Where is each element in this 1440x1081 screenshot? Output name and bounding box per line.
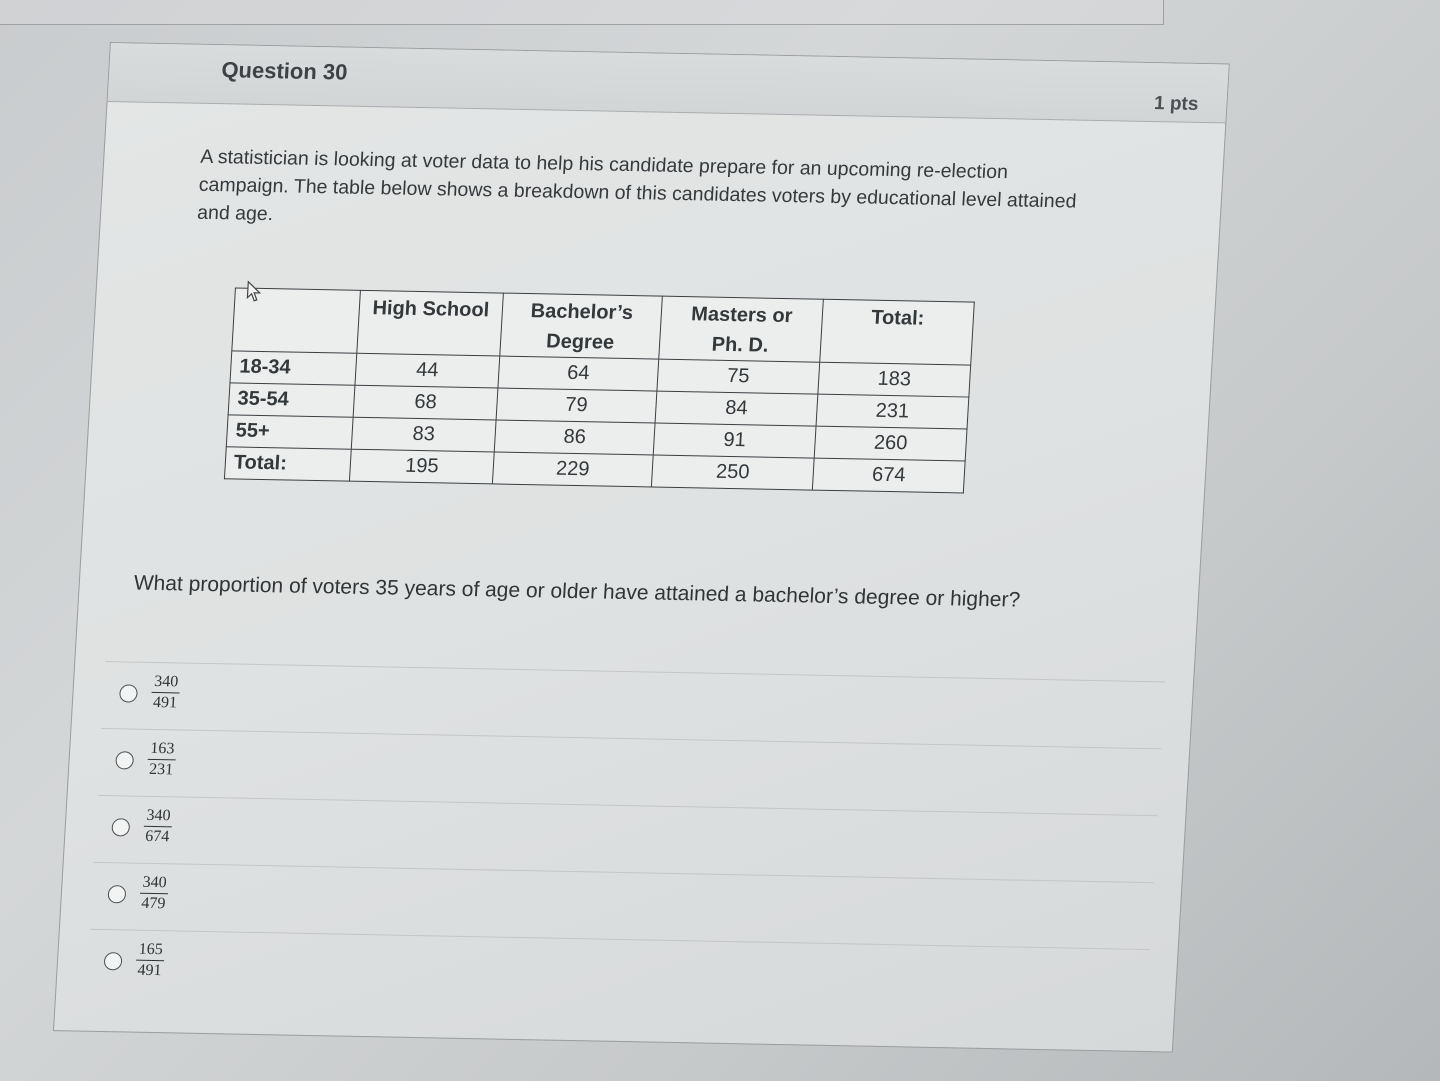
- row-header-cell: 35-54: [228, 383, 355, 417]
- row-header-cell: Total:: [224, 447, 351, 481]
- question-title: Question 30: [220, 57, 349, 85]
- table-cell: 183: [818, 362, 971, 397]
- header-line: Total:: [870, 306, 925, 330]
- table-cell: 68: [353, 385, 498, 420]
- table-body: [224, 351, 970, 493]
- radio-unselected-icon[interactable]: [111, 818, 130, 836]
- fraction-label: [139, 874, 169, 914]
- table-cell: 83: [351, 417, 496, 452]
- question-points: 1 pts: [1153, 93, 1200, 115]
- radio-unselected-icon[interactable]: [115, 751, 134, 769]
- radio-unselected-icon[interactable]: [104, 952, 123, 970]
- fraction-numerator: 340: [144, 807, 173, 828]
- header-line: High School: [371, 297, 490, 322]
- fraction-label: [147, 740, 177, 780]
- table-cell: 260: [814, 426, 967, 461]
- question-body: A statistician is looking at voter data to help his candidate prepare for an upcoming re-election campaign. The table below shows a breakdown of this candidates voters by educational level attained and age.: [196, 145, 1078, 226]
- question-header: [108, 43, 1229, 123]
- fraction-numerator: 340: [152, 673, 181, 694]
- table-cell: 91: [653, 423, 816, 458]
- fraction-denominator: 479: [140, 894, 166, 913]
- table-cell: 75: [657, 359, 820, 394]
- fraction-numerator: 340: [140, 874, 169, 895]
- fraction-denominator: 491: [137, 961, 163, 980]
- fraction-label: [150, 673, 180, 713]
- radio-unselected-icon[interactable]: [107, 885, 126, 903]
- table-cell: 84: [655, 391, 818, 426]
- answer-options: [86, 661, 1165, 1016]
- table-cell: 229: [492, 452, 653, 487]
- fraction-numerator: 163: [148, 740, 177, 761]
- table-cell: 250: [651, 455, 814, 490]
- question-card: [53, 42, 1230, 1053]
- table-cell: 86: [494, 420, 655, 455]
- table-cell: 231: [816, 394, 969, 429]
- mouse-pointer-icon: [245, 281, 262, 303]
- table-cell: 674: [812, 458, 965, 493]
- fraction-numerator: 165: [136, 941, 165, 962]
- row-header-cell: 18-34: [230, 351, 357, 385]
- fraction-label: [143, 807, 173, 847]
- row-header-cell: 55+: [226, 415, 353, 449]
- top-panel-edge: [0, 0, 1164, 25]
- header-line: Degree: [545, 330, 615, 354]
- header-line: Ph. D.: [711, 333, 770, 357]
- fraction-label: [135, 941, 165, 981]
- fraction-denominator: 231: [148, 760, 174, 779]
- voter-data-table: [224, 287, 975, 493]
- table-column-header: [500, 293, 663, 359]
- fraction-denominator: 491: [152, 693, 178, 712]
- table-column-header: [357, 290, 504, 356]
- header-line: Masters or: [690, 303, 794, 328]
- table-column-header: [820, 299, 975, 365]
- table-cell: 64: [498, 356, 659, 391]
- table-column-header: [659, 296, 824, 362]
- radio-unselected-icon[interactable]: [119, 684, 138, 702]
- table-cell: 79: [496, 388, 657, 423]
- table-cell: 195: [349, 449, 494, 484]
- header-line: Bachelor’s: [530, 300, 634, 325]
- table-cell: 44: [355, 353, 500, 388]
- table-corner-header: [232, 288, 361, 353]
- fraction-denominator: 674: [144, 827, 170, 846]
- question-prompt: What proportion of voters 35 years of age or older have attained a bachelor’s degree or higher?: [133, 571, 1021, 612]
